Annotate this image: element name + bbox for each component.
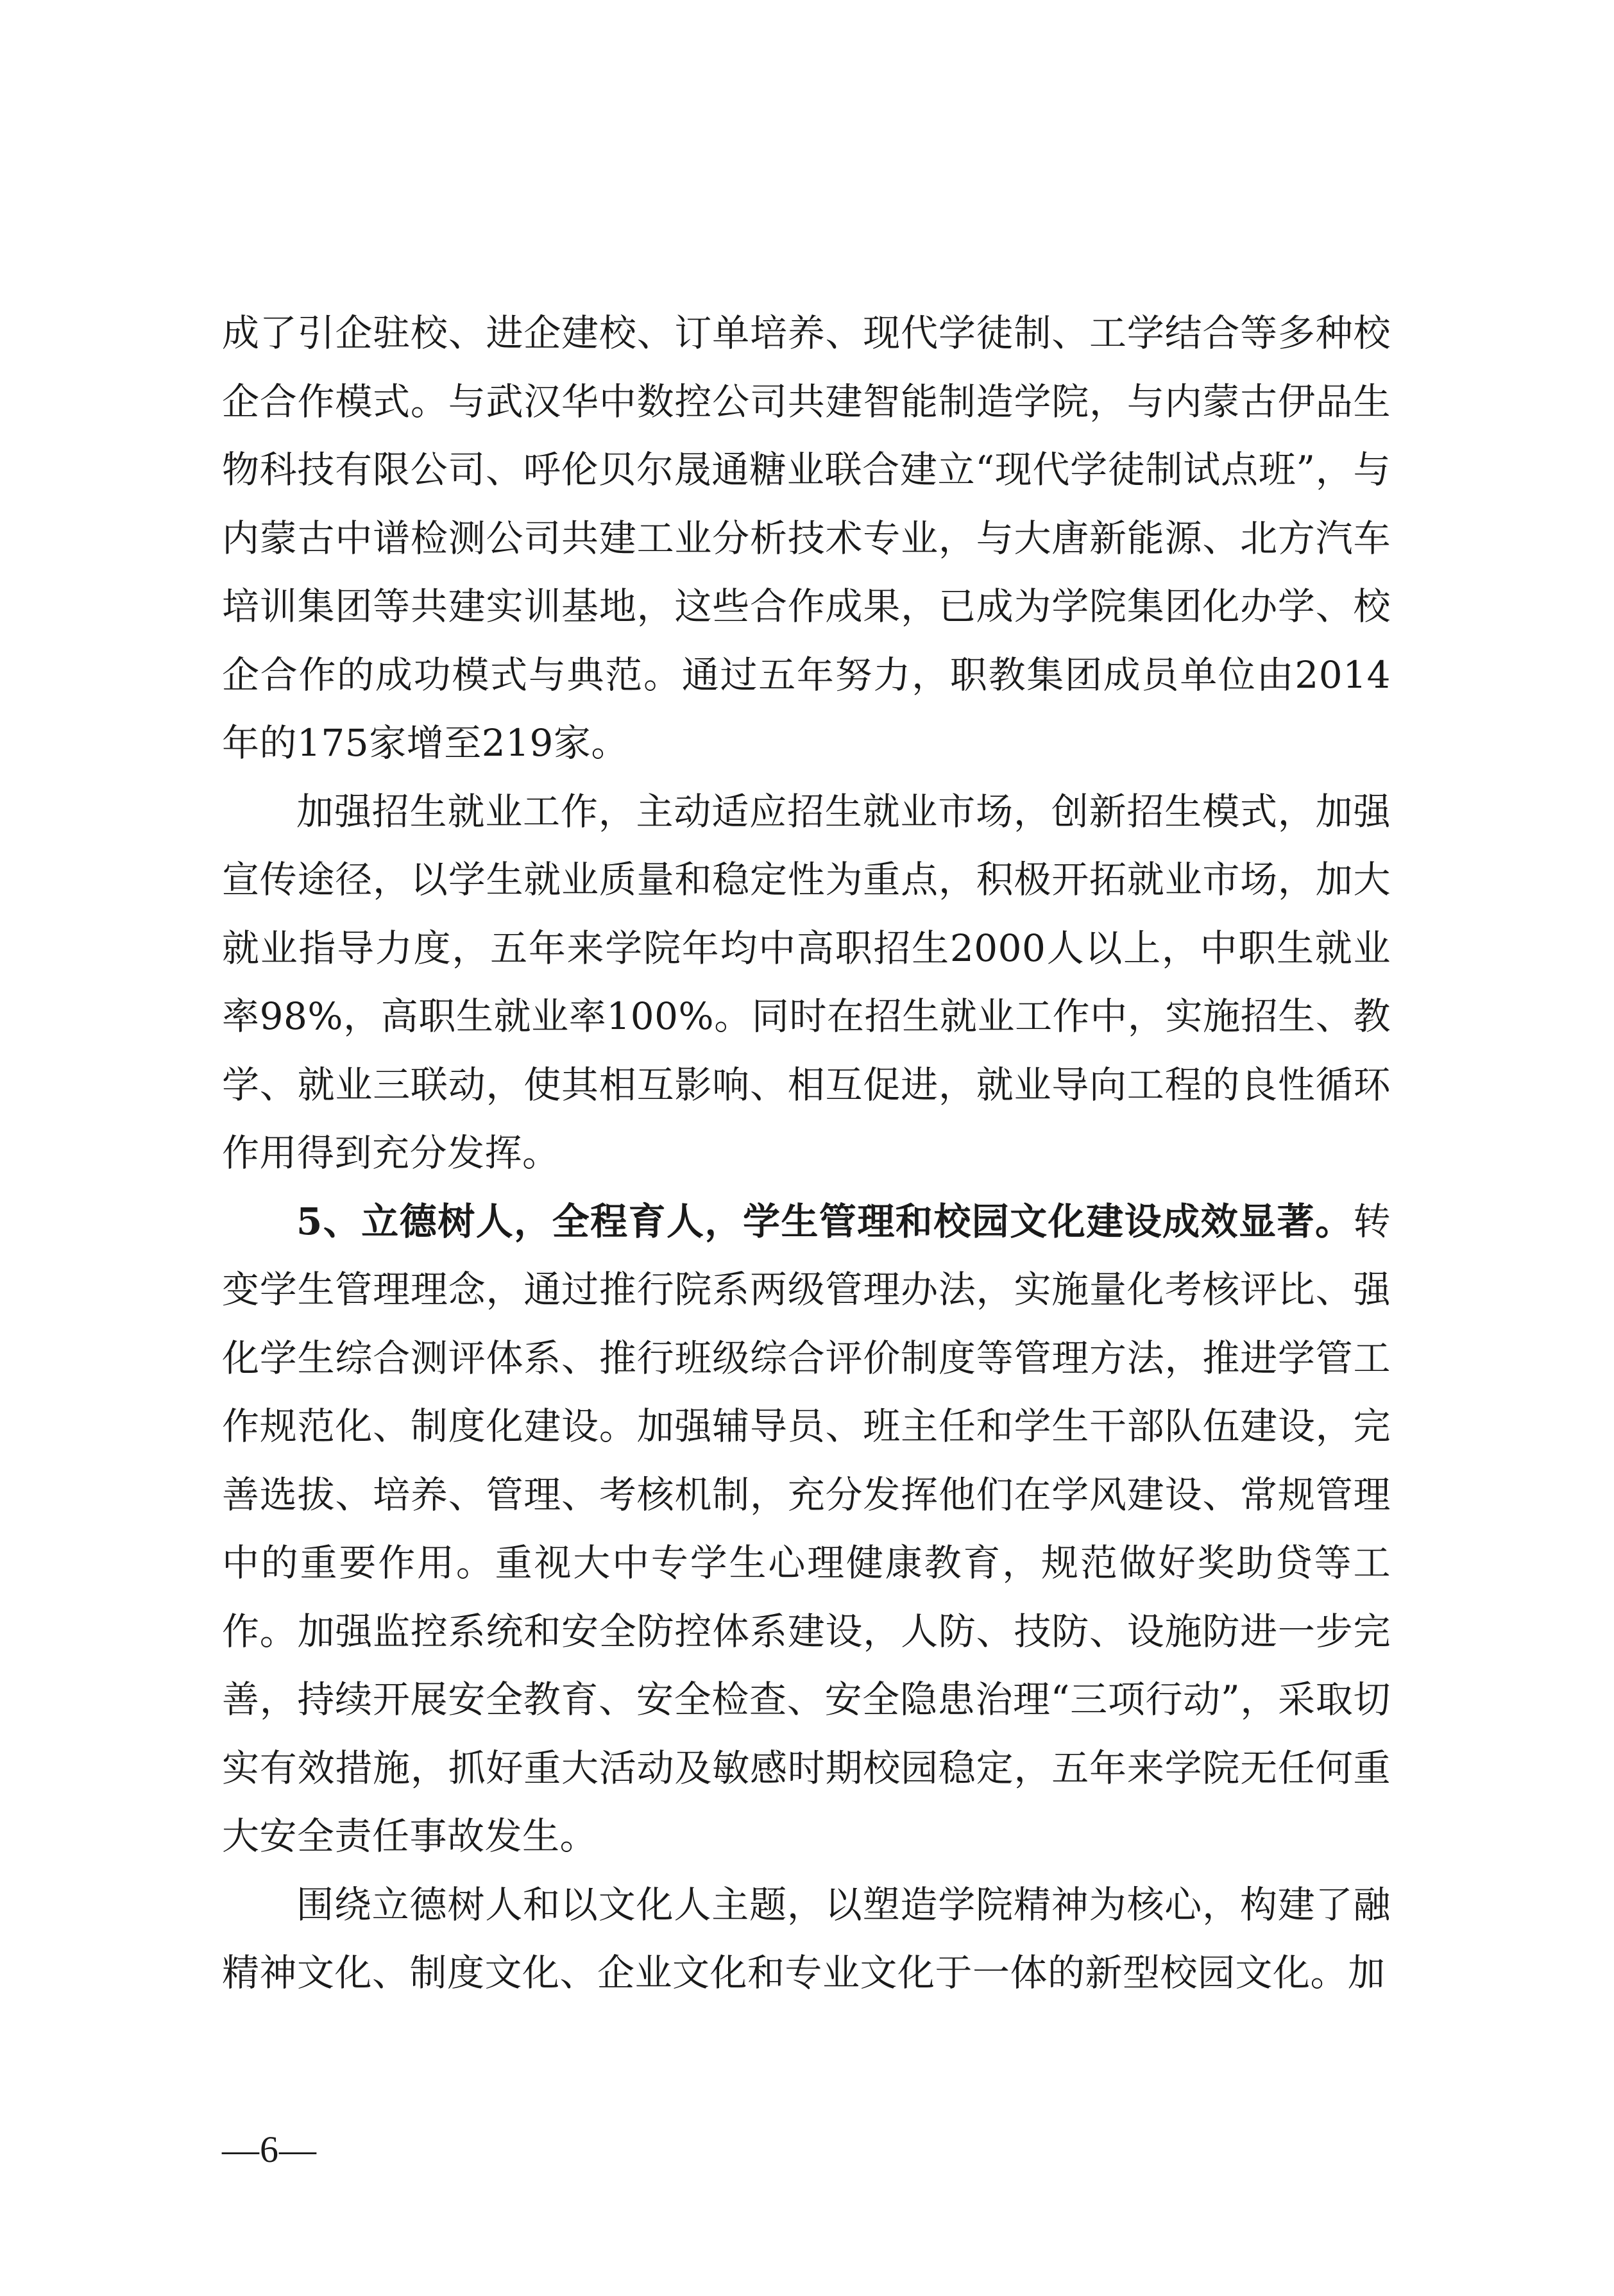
body-text <box>222 299 1391 2007</box>
section-body: 转变学生管理理念，通过推行院系两级管理办法，实施量化考核评比、强化学生综合测评体系、推行班级综合评价制度等管理方法，推进学管工作规范化、制度化建设。加强辅导员、班主任和学生干部队伍建设，完善选拔、培养、管理、考核机制，充分发挥他们在学风建设、常规管理中的重要作用。重视大中专学生心理健康教育，规范做好奖助贷等工作。加强监控系统和安全防控体系建设，人防、技防、设施防进一步完善，持续开展安全教育、安全检查、安全隐患治理“三项行动”，采取切实有效措施，抓好重大活动及敏感时期校园稳定，五年来学院无任何重大安全责任事故发生。 <box>222 1199 1391 1858</box>
paragraph-student-management <box>222 1187 1391 1871</box>
page-number: —6— <box>222 2129 317 2170</box>
paragraph-campus-culture: 围绕立德树人和以文化人主题，以塑造学院精神为核心，构建了融精神文化、制度文化、企业文化和专业文化于一体的新型校园文化。加 <box>222 1882 1391 1994</box>
paragraph-cooperation-models: 成了引企驻校、进企建校、订单培养、现代学徒制、工学结合等多种校企合作模式。与武汉华中数控公司共建智能制造学院，与内蒙古伊品生物科技有限公司、呼伦贝尔晟通糖业联合建立“现代学徒制试点班”，与内蒙古中谱检测公司共建工业分析技术专业，与大唐新能源、北方汽车培训集团等共建实训基地，这些合作成果，已成为学院集团化办学、校企合作的成功模式与典范。通过五年努力，职教集团成员单位由2014年的175家增至219家。 <box>222 311 1391 765</box>
paragraph-enrollment-employment: 加强招生就业工作，主动适应招生就业市场，创新招生模式，加强宣传途径，以学生就业质量和稳定性为重点，积极开拓就业市场，加大就业指导力度，五年来学院年均中高职招生2000人以上，中职生就业率98%，高职生就业率100%。同时在招生就业工作中，实施招生、教学、就业三联动，使其相互影响、相互促进，就业导向工程的良性循环作用得到充分发挥。 <box>222 789 1391 1175</box>
section-heading: 5、立德树人，全程育人，学生管理和校园文化建设成效显著。 <box>296 1199 1354 1243</box>
